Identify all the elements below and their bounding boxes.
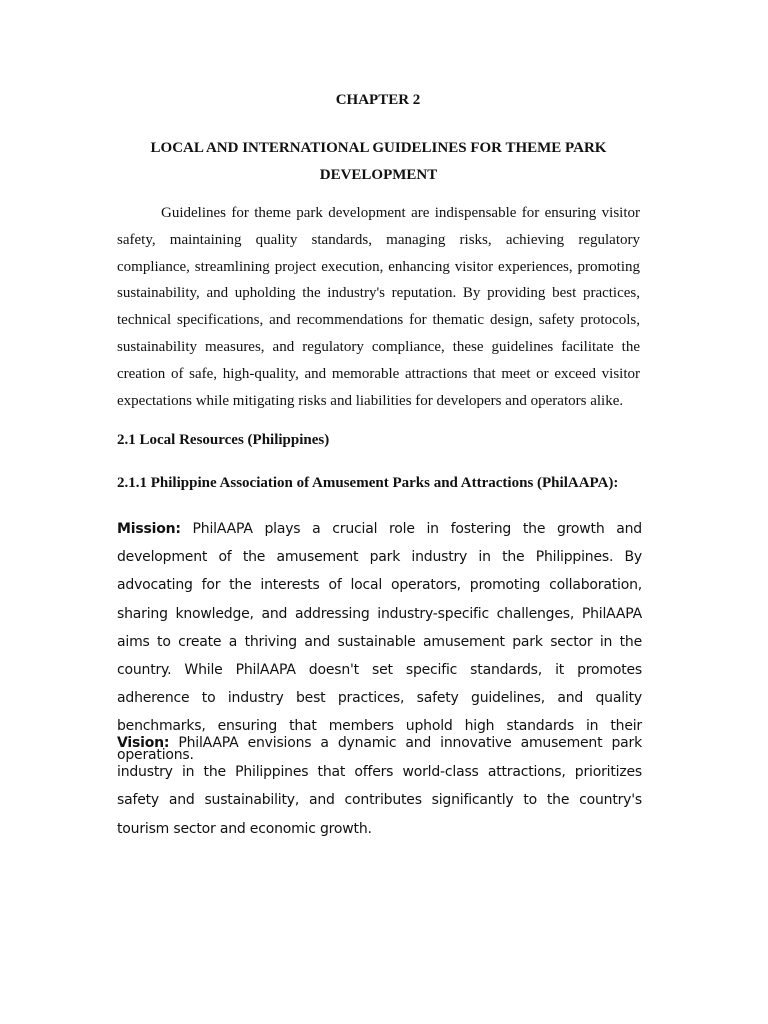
- vision-label: Vision:: [117, 735, 170, 751]
- mission-label: Mission:: [117, 521, 181, 537]
- section-heading: 2.1 Local Resources (Philippines): [117, 432, 330, 448]
- mission-text: PhilAAPA plays a crucial role in fostering the growth and development of the amusement park industry in the Philippines. By advocating for the interests of local operators, promoting collaboration, sharing knowledge, and addressing industry-specific challenges, PhilAAPA aims to create a thriving and sustainable amusement park sector in the country. While PhilAAPA doesn't set specific standards, it promotes adherence to industry best practices, safety guidelines, and quality benchmarks, ensuring that members uphold high standards in their operations.: [117, 521, 642, 763]
- chapter-title: LOCAL AND INTERNATIONAL GUIDELINES FOR THEME PARK DEVELOPMENT: [150, 140, 607, 183]
- chapter-label: CHAPTER 2: [335, 92, 421, 108]
- intro-paragraph: Guidelines for theme park development are indispensable for ensuring visitor safety, maintaining quality standards, managing risks, achieving regulatory compliance, streamlining project execution, enhancing visitor experiences, promoting sustainability, and upholding the industry's reputation. By providing best practices, technical specifications, and recommendations for thematic design, safety protocols, sustainability measures, and regulatory compliance, these guidelines facilitate the creation of safe, high-quality, and memorable attractions that meet or exceed visitor expectations while mitigating risks and liabilities for developers and operators alike.: [117, 205, 640, 409]
- vision-text: PhilAAPA envisions a dynamic and innovative amusement park industry in the Philippines that offers world-class attractions, prioritizes safety and sustainability, and contributes significantly to the country's tourism sector and economic growth.: [117, 735, 642, 837]
- vision-paragraph: [117, 729, 642, 843]
- subsection-heading: 2.1.1 Philippine Association of Amusement Parks and Attractions (PhilAAPA):: [117, 475, 619, 491]
